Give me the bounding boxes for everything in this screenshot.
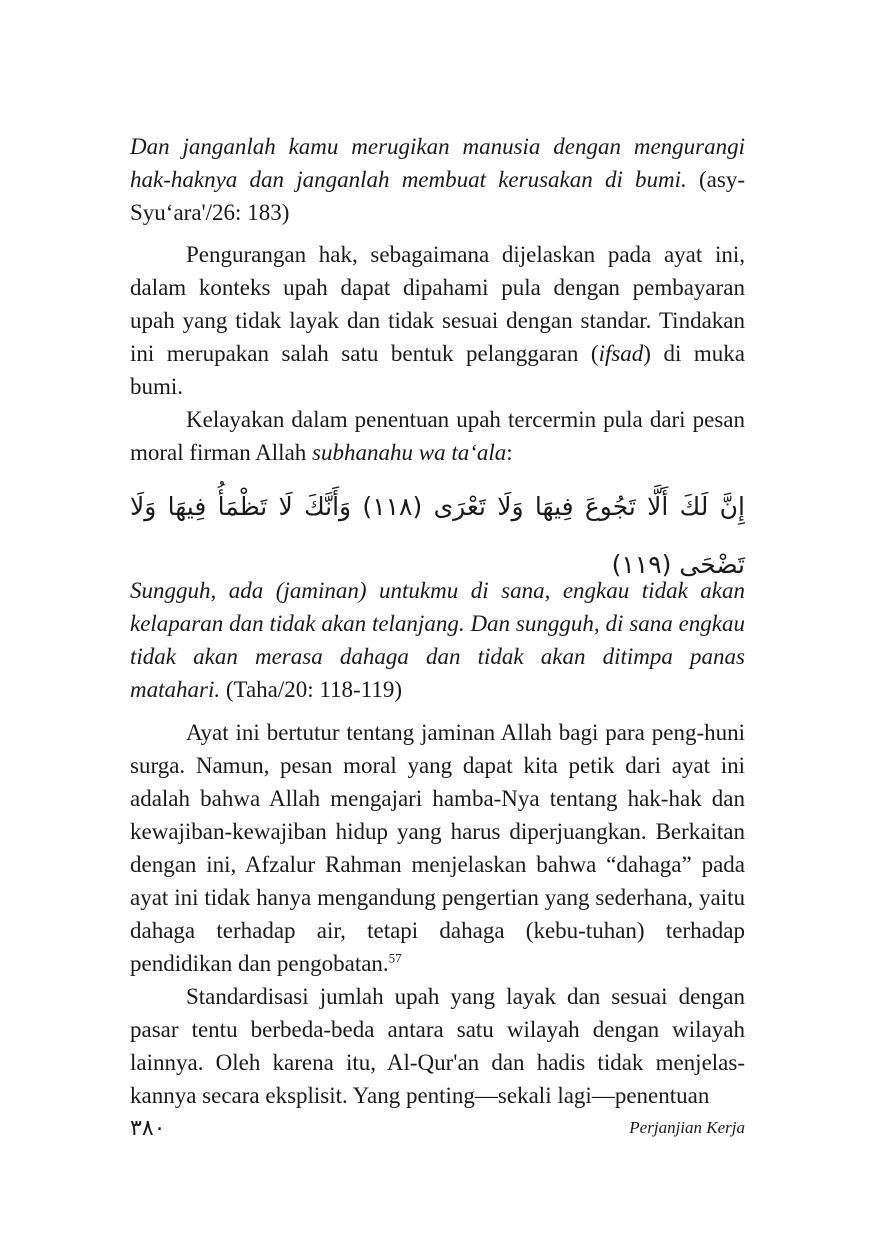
quote-2-text: Sungguh, ada (jaminan) untukmu di sana, engkau tidak akan kelaparan dan tidak akan telanjang. Dan sungguh, di sana engkau tidak akan merasa dahaga dan tidak akan ditimpa panas matahari. (130, 578, 745, 702)
paragraph-4 (130, 980, 745, 1112)
paragraph-2 (130, 403, 745, 469)
body-paragraphs-2 (130, 716, 745, 1112)
paragraph-1-text-a: Pengurangan hak, sebagaimana dijelaskan pada ayat ini, dalam konteks upah dapat dipahami pula dengan pembayaran upah yang tidak layak dan tidak sesuai dengan standar. Tindakan ini merupakan salah satu bentuk pelanggaran ( (130, 242, 745, 366)
paragraph-3 (130, 716, 745, 980)
paragraph-2-text-b: : (506, 440, 513, 465)
paragraph-1-term: ifsad (598, 341, 644, 366)
page-number: ٣٨٠ (130, 1116, 166, 1141)
quote-1-text: Dan janganlah kamu merugikan manusia dengan mengurangi hak-haknya dan janganlah membuat kerusakan di bumi. (130, 134, 745, 192)
arabic-verse: إِنَّ لَكَ أَلَّا تَجُوعَ فِيهَا وَلَا تَعْرَى (١١٨) وَأَنَّكَ لَا تَظْمَأُ فِيهَا وَلَا تَضْحَى (١١٩) (130, 492, 745, 579)
quran-translation-quote-1 (130, 130, 745, 229)
body-paragraphs-1 (130, 238, 745, 469)
quran-translation-quote-2 (130, 574, 745, 706)
page-footer (130, 1118, 745, 1142)
paragraph-1-text-b: ) di muka bumi. (130, 341, 745, 399)
paragraph-2-text-a: Kelayakan dalam penentuan upah tercermin pula dari pesan moral firman Allah (130, 407, 745, 465)
quote-1-citation: (asy-Syu‘ara'/26: 183) (130, 167, 745, 225)
footnote-ref-57[interactable]: 57 (388, 950, 402, 966)
paragraph-2-term: subhanahu wa ta‘ala (312, 440, 507, 465)
running-title: Perjanjian Kerja (629, 1118, 745, 1137)
paragraph-3-text: Ayat ini bertutur tentang jaminan Allah bagi para peng-huni surga. Namun, pesan moral yang dapat kita petik dari ayat ini adalah bahwa Allah mengajari hamba-Nya tentang hak-hak dan kewajiban-kewajiban hidup yang harus diperjuangkan. Berkaitan dengan ini, Afzalur Rahman menjelaskan bahwa “dahaga” pada ayat ini tidak hanya mengandung pengertian yang sederhana, yaitu dahaga terhadap air, tetapi dahaga (kebu-tuhan) terhadap pendidikan dan pengobatan. (130, 720, 745, 976)
quote-2-citation: (Taha/20: 118-119) (220, 677, 403, 702)
paragraph-1 (130, 238, 745, 403)
paragraph-4-text: Standardisasi jumlah upah yang layak dan sesuai dengan pasar tentu berbeda-beda antara satu wilayah dengan wilayah lainnya. Oleh karena itu, Al-Qur'an dan hadis tidak menjelas-kannya secara eksplisit. Yang penting—sekali lagi—penentuan (130, 984, 745, 1108)
